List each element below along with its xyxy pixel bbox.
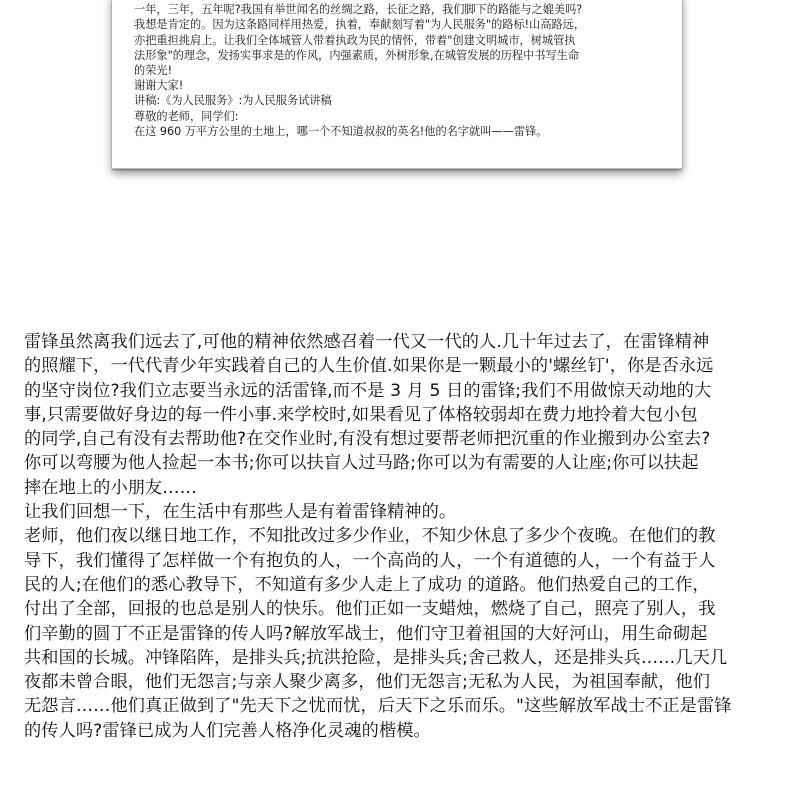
excerpt-line: 亦把重担挑肩上。让我们全体城管人带着执政为民的情怀，带着"创建文明城市，树城管执 (134, 33, 576, 47)
body-line: 摔在地上的小朋友…… (24, 477, 197, 498)
body-line: 的照耀下，一代代青少年实践着自己的人生价值.如果你是一颗最小的'螺丝钉'，你是否永远 (24, 356, 714, 377)
document-body (24, 330, 784, 743)
excerpt-line: 法形象"的理念，发扬实事求是的作风，内强素质，外树形象,在城管发展的历程中书写生命 (134, 48, 580, 62)
body-line: 你可以弯腰为他人捡起一本书;你可以扶盲人过马路;你可以为有需要的人让座;你可以扶起 (24, 453, 699, 474)
excerpt-line: 的荣光! (134, 64, 173, 78)
excerpt-line: 谢谢大家! (134, 79, 184, 93)
body-line: 民的人;在他们的悉心教导下，不知道有多少人走上了成功 的道路。他们热爱自己的工作， (24, 574, 710, 595)
body-line: 共和国的长城。冲锋陷阵，是排头兵;抗洪抢险，是排头兵;舍己救人，还是排头兵……几天几 (24, 647, 728, 668)
body-line: 老师，他们夜以继日地工作，不知批改过多少作业，不知少休息了多少个夜晚。在他们的教 (24, 526, 716, 547)
body-line: 导下，我们懂得了怎样做一个有抱负的人，一个高尚的人，一个有道德的人，一个有益于人 (24, 550, 716, 571)
excerpt-line: 一年，三年，五年呢?我国有举世闻名的丝绸之路，长征之路，我们脚下的路能与之媲美吗? (134, 3, 583, 17)
scanned-page-excerpt (112, 0, 682, 169)
body-line: 的坚守岗位?我们立志要当永远的活雷锋,而不是 3 月 5 日的雷锋;我们不用做惊天动地的大 (24, 380, 712, 401)
body-line: 事,只需要做好身边的每一件小事.来学校时,如果看见了体格较弱却在费力地拎着大包小包 (24, 404, 698, 425)
body-line: 让我们回想一下，在生活中有那些人是有着雷锋精神的。 (24, 502, 457, 523)
body-line: 的同学,自己有没有去帮助他?在交作业时,有没有想过要帮老师把沉重的作业搬到办公室去? (24, 429, 711, 450)
excerpt-line: 尊敬的老师，同学们: (134, 109, 239, 123)
excerpt-line: 讲稿:《为人民服务》:为人民服务试讲稿 (134, 94, 332, 108)
body-line: 雷锋虽然离我们远去了,可他的精神依然感召着一代又一代的人.几十年过去了，在雷锋精神 (24, 332, 710, 352)
body-line: 们辛勤的圆丁不正是雷锋的传人吗?解放军战士，他们守卫着祖国的大好河山，用生命砌起 (24, 623, 708, 644)
body-line: 夜都未曾合眼，他们无怨言;与亲人聚少离多，他们无怨言;无私为人民，为祖国奉献，他们 (24, 672, 710, 693)
body-line: 付出了全部，回报的也总是别人的快乐。他们正如一支蜡烛，燃烧了自己，照亮了别人，我 (24, 599, 716, 620)
body-line: 的传人吗?雷锋已成为人们完善人格净化灵魂的楷模。 (24, 720, 431, 741)
excerpt-text-block (134, 0, 659, 139)
excerpt-line: 在这 960 万平方公里的土地上，哪一个不知道叔叔的英名!他的名字就叫——雷锋。 (134, 124, 548, 138)
body-line: 无怨言……他们真正做到了"先天下之忧而忧，后天下之乐而乐。"这些解放军战士不正是雷锋 (24, 696, 732, 717)
excerpt-line: 我想是肯定的。因为这条路同样用热爱，执着，奉献刻写着"为人民服务"的路标!山高路远， (134, 18, 586, 32)
